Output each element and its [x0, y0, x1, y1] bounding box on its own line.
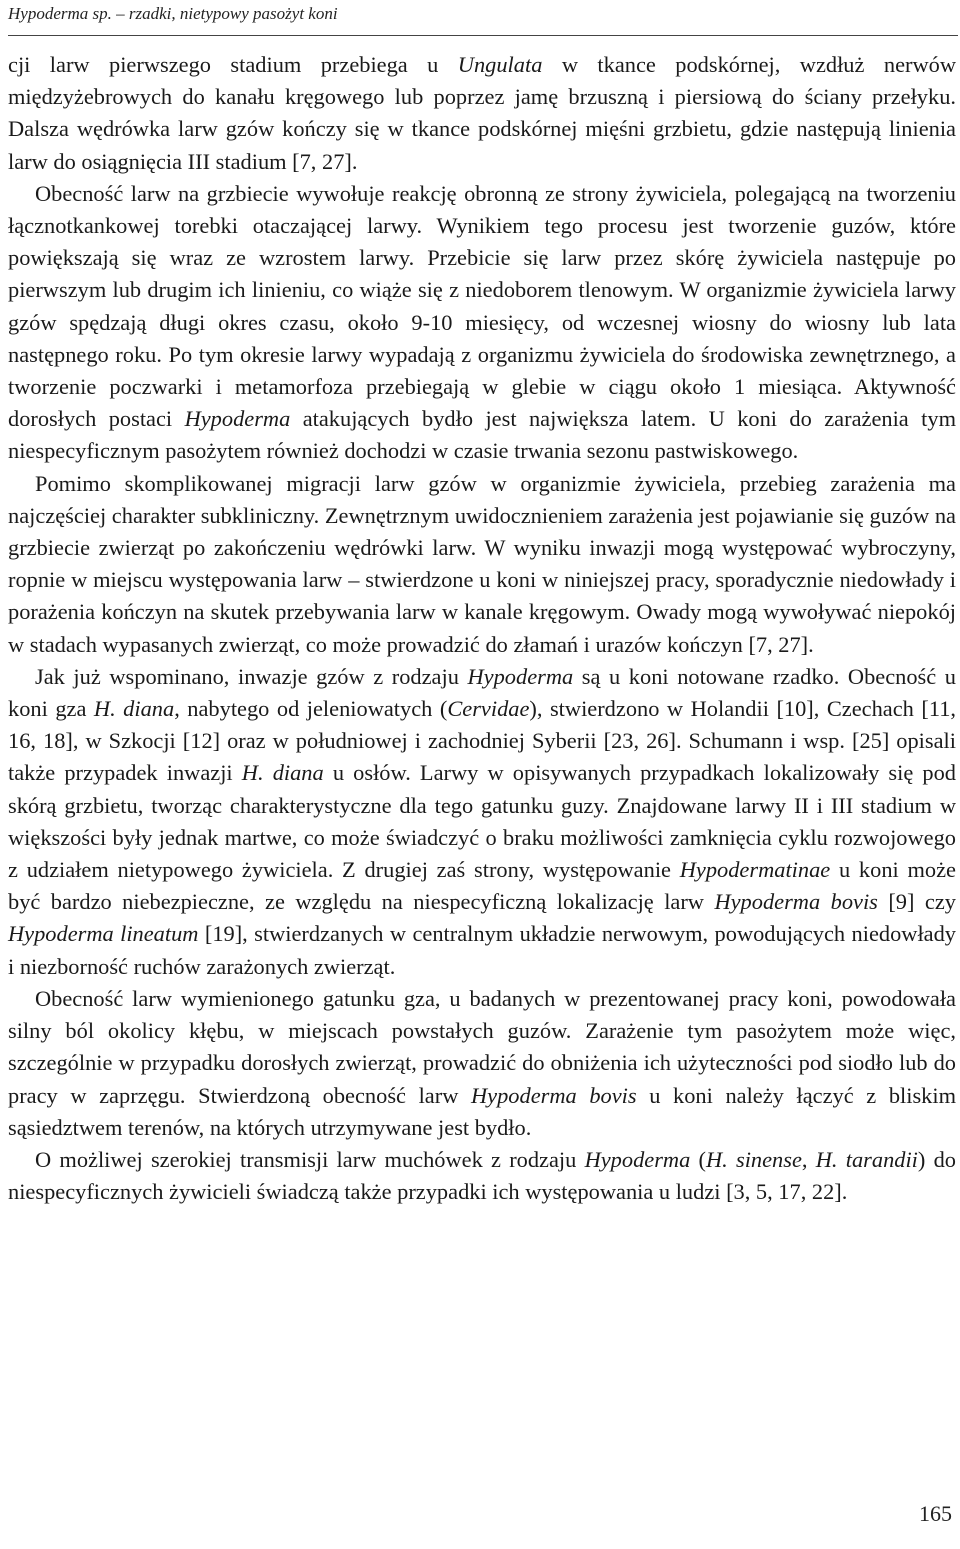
paragraph-6: [8, 1144, 956, 1208]
text-run: u osłów. Larwy w opisywanych przypadkach lokalizowały się pod skórą grzbietu, tworząc charakterystyczne dla tego gatunku guzy. Znajdowane larwy II i III stadium w większości były jednak martwe, co może świadczyć o braku możliwości zamknięcia cyklu rozwojowego z udziałem nietypowego żywiciela. Z drugiej zaś strony, występowanie: [8, 760, 956, 883]
italic-term: Ungulata: [457, 52, 543, 77]
running-title: Hypoderma sp. – rzadki, nietypowy pasożyt koni: [8, 4, 338, 23]
text-run: O możliwej szerokiej transmisji larw muchówek z rodzaju: [35, 1146, 585, 1172]
text-run: [9] czy: [877, 889, 956, 915]
italic-term: H. sinense: [705, 1146, 802, 1172]
italic-term: Hypoderma lineatum: [8, 921, 199, 947]
italic-term: Hypoderma: [584, 1146, 691, 1172]
italic-term: H. diana: [93, 696, 175, 722]
text-run: są u koni notowane rzadko. Obecność u koni gza: [8, 663, 956, 722]
italic-term: H. diana: [241, 760, 324, 786]
text-run: (: [690, 1146, 706, 1172]
text-run: Jak już wspominano, inwazje gzów z rodzaju: [35, 663, 468, 689]
text-run: , nabytego od jeleniowatych (: [174, 696, 448, 722]
paragraph-1: [8, 49, 956, 178]
text-run: cji larw pierwszego stadium przebiega u: [8, 52, 458, 77]
text-run: [19], stwierdzanych w centralnym układzie nerwowym, powodujących niedowłady i niezborność ruchów zarażonych zwierząt.: [8, 921, 956, 979]
text-run: ) do niespecyficznych żywicieli świadczą także przypadki ich występowania u ludzi [3, 5, 17, 22].: [8, 1146, 956, 1205]
italic-term: Hypoderma bovis: [471, 1082, 637, 1108]
italic-term: Hypodermatinae: [679, 857, 831, 883]
paragraph-2: [8, 178, 956, 468]
paragraph-3: [8, 468, 956, 661]
text-run: Obecność larw na grzbiecie wywołuje reakcję obronną ze strony żywiciela, polegającą na tworzeniu łącznotkankowej torebki otaczającej larwy. Wynikiem tego procesu jest tworzenie guzów, które powiększają się wraz ze wzrostem larwy. Przebicie się larw przez skórę żywiciela następuje po pierwszym lub drugim ich linieniu, co wiąże się z niedoborem tlenowym. W organizmie żywiciela larwy gzów spędzają długi okres czasu, około 9-10 miesięcy, od wczesnej wiosny do wiosny lub lata następnego roku. Po tym okresie larwy wypadają z organizmu żywiciela do środowiska zewnętrznego, a tworzenie poczwarki i metamorfoza przebiegają w glebie w ciągu około 1 miesiąca. Aktywność dorosłych postaci: [8, 180, 956, 432]
text-run: w tkance podskórnej, wzdłuż nerwów międzyżebrowych do kanału kręgowego lub poprzez jamę brzuszną i piersiową do ściany przełyku. Dalsza wędrówka larw gzów kończy się w tkance podskórnej mięśni grzbietu, gdzie następują linienia larw do osiągnięcia III stadium [7, 27].: [8, 52, 956, 174]
italic-term: Hypoderma: [184, 406, 291, 432]
italic-term: Hypoderma: [467, 663, 574, 689]
header-divider: [8, 35, 958, 36]
italic-term: Hypoderma bovis: [714, 889, 878, 915]
paragraph-4: [8, 661, 956, 983]
text-run: atakujących bydło jest największa latem. U koni do zarażenia tym niespecyficznym pasożytem również dochodzi w czasie trwania sezonu pastwiskowego.: [8, 406, 956, 464]
italic-term: Cervidae: [447, 696, 530, 722]
text-run: u koni należy łączyć z bliskim sąsiedztwem terenów, na których utrzymywane jest bydło.: [8, 1082, 956, 1140]
body-text: [8, 49, 956, 1208]
text-run: Obecność larw wymienionego gatunku gza, u badanych w prezentowanej pracy koni, powodowała silny ból okolicy kłębu, w miejscach powstałych guzów. Zarażenie tym pasożytem może więc, szczególnie w przypadku dorosłych zwierząt, prowadzić do obniżenia ich użyteczności pod siodło lub do pracy w zaprzęgu. Stwierdzoną obecność larw: [8, 985, 956, 1108]
text-run: ,: [801, 1146, 816, 1172]
text-run: ), stwierdzono w Holandii [10], Czechach [11, 16, 18], w Szkocji [12] oraz w południowej i zachodniej Syberii [23, 26]. Schumann i wsp. [25] opisali także przypadek inwazji: [8, 696, 956, 786]
text-run: u koni może być bardzo niebezpieczne, ze względu na niespecyficzną lokalizację larw: [8, 857, 956, 915]
paragraph-5: [8, 983, 956, 1144]
page-number: 165: [919, 1501, 952, 1526]
text-run: Pomimo skomplikowanej migracji larw gzów w organizmie żywiciela, przebieg zarażenia ma najczęściej charakter subkliniczny. Zewnętrznym uwidocznieniem zarażenia jest pojawianie się guzów na grzbiecie zwierząt po zakończeniu wędrówki larw. W wyniku inwazji mogą występować wybroczyny, ropnie w miejscu występowania larw – stwierdzone u koni w niniejszej pracy, sporadycznie niedowłady i porażenia kończyn na skutek przebywania larw w kanale kręgowym. Owady mogą wywoływać niepokój w stadach wypasanych zwierząt, co może prowadzić do złamań i urazów kończyn [7, 27].: [8, 470, 956, 657]
italic-term: H. tarandii: [815, 1146, 918, 1172]
